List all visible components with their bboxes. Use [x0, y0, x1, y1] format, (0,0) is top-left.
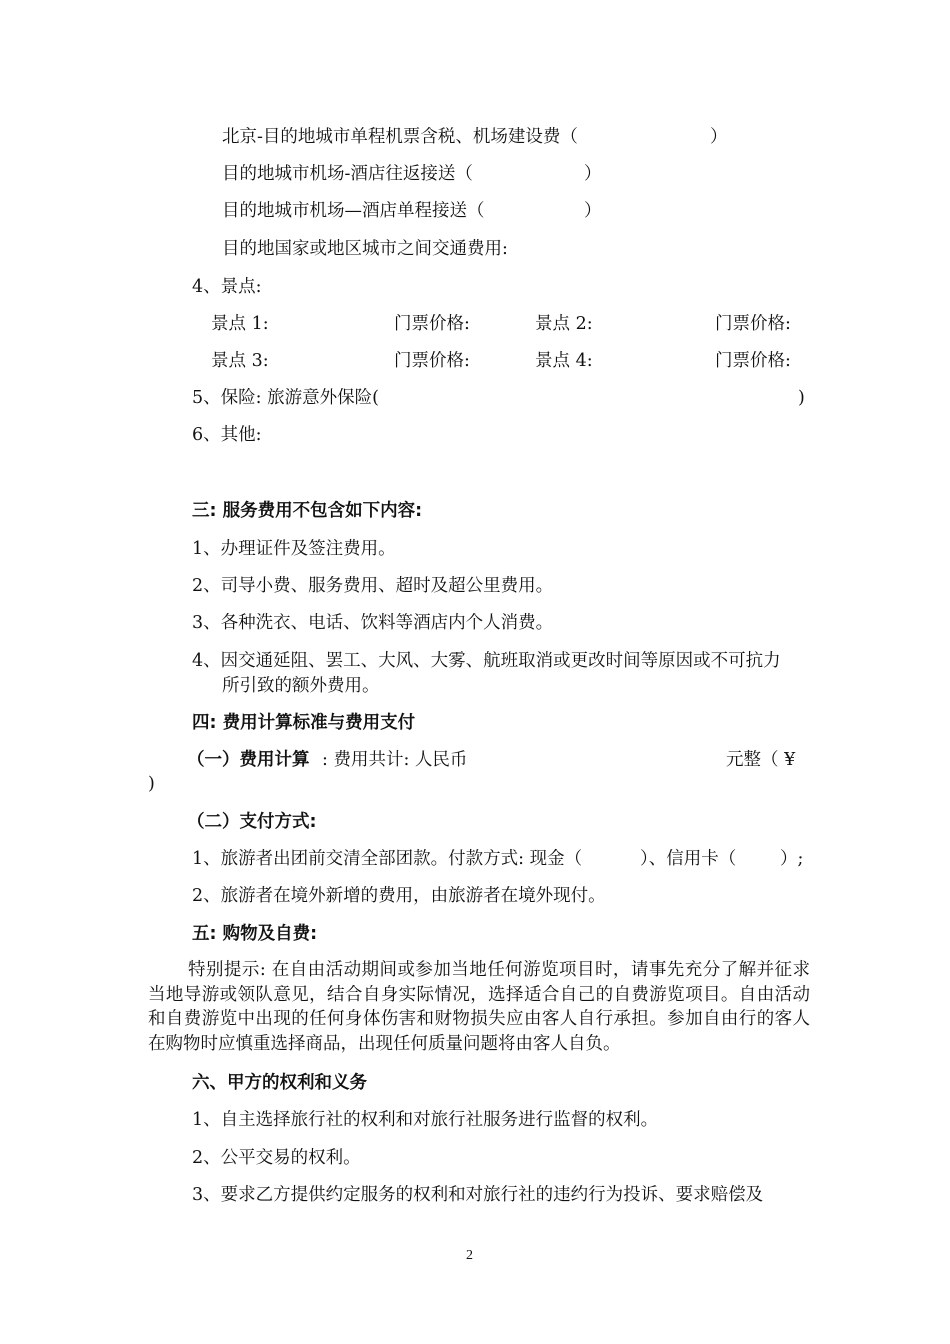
- transport-line-oneway-close: ）: [584, 201, 602, 221]
- transport-line-roundtrip-close: ）: [584, 164, 602, 184]
- page-number: 2: [466, 1248, 473, 1263]
- fee-calc-text: : 费用共计: 人民币: [322, 750, 468, 770]
- section-3-item-4-cont: 所引致的额外费用。: [222, 676, 380, 696]
- section-6-item-3: 3、要求乙方提供约定服务的权利和对旅行社的违约行为投诉、要求赔偿及: [192, 1185, 764, 1205]
- transport-line-oneway: 目的地城市机场—酒店单程接送（: [222, 201, 485, 221]
- section-3-item-2: 2、司导小费、服务费用、超时及超公里费用。: [192, 576, 554, 596]
- transport-line-flight-close: ）: [710, 127, 728, 147]
- payment-item-2: 2、旅游者在境外新增的费用，由旅游者在境外现付。: [192, 886, 606, 906]
- fee-calc-label: （一）费用计算: [187, 750, 310, 770]
- section-3-title: 三: 服务费用不包含如下内容:: [192, 501, 423, 521]
- section-3-item-4: 4、因交通延阻、罢工、大风、大雾、航班取消或更改时间等原因或不可抗力: [192, 651, 781, 671]
- transport-line-flight: 北京-目的地城市单程机票含税、机场建设费（: [222, 127, 578, 147]
- transport-line-roundtrip: 目的地城市机场-酒店往返接送（: [222, 164, 473, 184]
- section-5-title: 五: 购物及自费:: [192, 924, 318, 944]
- attraction-1-price: 门票价格:: [394, 314, 470, 334]
- payment-method-label: （二）支付方式:: [187, 812, 317, 832]
- section-3-item-1: 1、办理证件及签注费用。: [192, 539, 396, 559]
- section-6-title: 六、甲方的权利和义务: [192, 1073, 367, 1093]
- attraction-3-label: 景点 3:: [211, 351, 269, 371]
- section-3-item-3: 3、各种洗衣、电话、饮料等酒店内个人消费。: [192, 613, 554, 633]
- attractions-heading: 4、景点:: [192, 277, 262, 297]
- section-6-item-1: 1、自主选择旅行社的权利和对旅行社服务进行监督的权利。: [192, 1110, 659, 1130]
- special-notice-paragraph: 特别提示: 在自由活动期间或参加当地任何游览项目时，请事先充分了解并征求当地导游或领队意见，结合自身实际情况，选择适合自己的自费游览项目。自由活动和自费游览中出现的任何身体伤害和财物损失应由客人自行承担。参加自由行的客人在购物时应慎重选择商品，出现任何质量问题将由客人自负。: [148, 960, 810, 1054]
- attraction-2-label: 景点 2:: [535, 314, 593, 334]
- attraction-4-label: 景点 4:: [535, 351, 593, 371]
- transport-line-intercity: 目的地国家或地区城市之间交通费用:: [222, 239, 508, 259]
- attraction-4-price: 门票价格:: [715, 351, 791, 371]
- attraction-2-price: 门票价格:: [715, 314, 791, 334]
- fee-calc-unit: 元整（ ¥: [726, 750, 796, 770]
- payment-item-1-mid: ）、信用卡（: [640, 849, 737, 869]
- insurance-line: 5、保险: 旅游意外保险(: [192, 388, 379, 408]
- other-line: 6、其他:: [192, 425, 262, 445]
- attraction-3-price: 门票价格:: [394, 351, 470, 371]
- attraction-1-label: 景点 1:: [211, 314, 269, 334]
- payment-item-1: 1、旅游者出团前交清全部团款。付款方式: 现金（: [192, 849, 583, 869]
- payment-item-1-end: ）;: [780, 849, 804, 869]
- section-4-title: 四: 费用计算标准与费用支付: [192, 713, 416, 733]
- fee-calc-close: ): [148, 774, 155, 794]
- section-6-item-2: 2、公平交易的权利。: [192, 1148, 361, 1168]
- insurance-close: ): [798, 388, 805, 408]
